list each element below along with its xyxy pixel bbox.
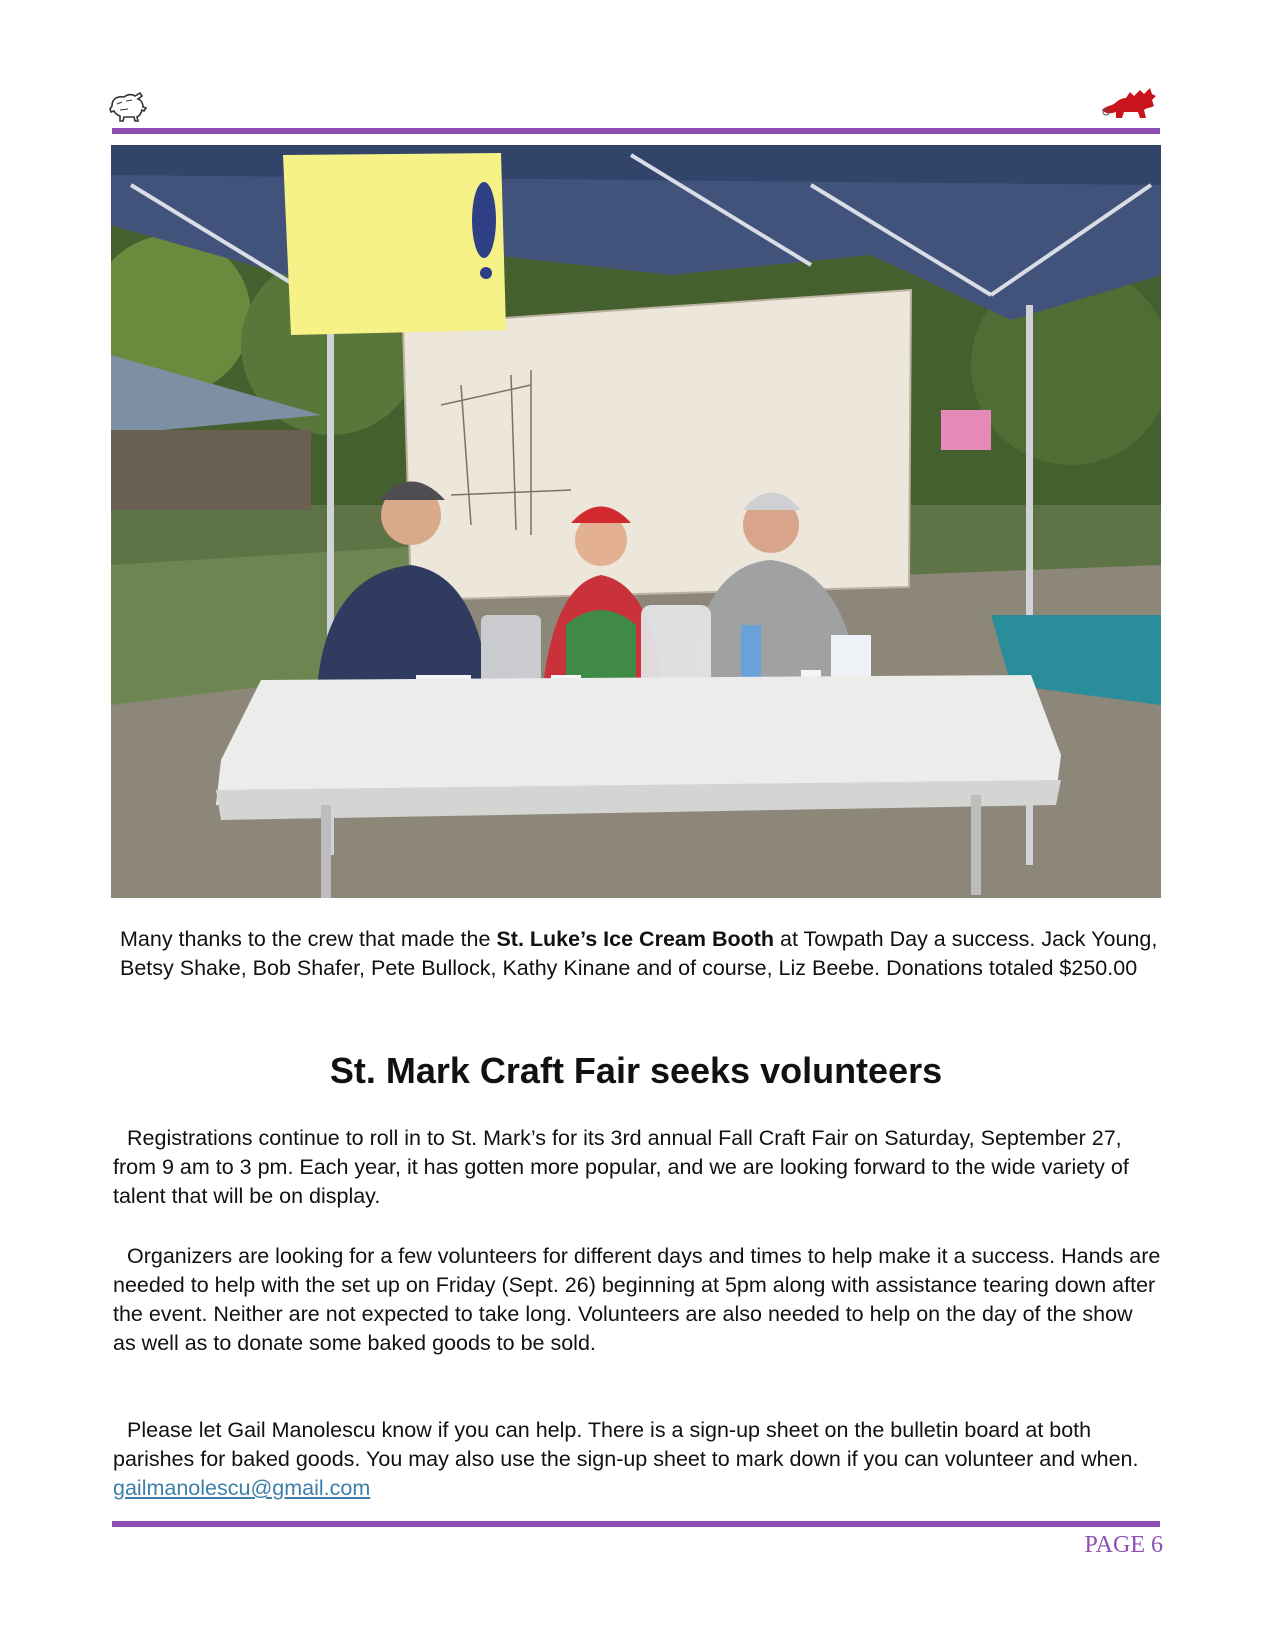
caption-lead: Many thanks to the crew that made the	[120, 927, 497, 951]
article-title: St. Mark Craft Fair seeks volunteers	[329, 1050, 943, 1091]
ice-cream-booth-photo	[111, 145, 1161, 898]
article-paragraph-3-text: Please let Gail Manolescu know if you can help. There is a sign-up sheet on the bulletin board at both parishes for baked goods. You may also use the sign-up sheet to mark down if you can volunteer and when.	[113, 1418, 1139, 1471]
caption-bold: St. Luke’s Ice Cream Booth	[496, 927, 775, 951]
red-lion-icon	[1100, 84, 1158, 122]
article-paragraph-3	[113, 1416, 1161, 1503]
article-paragraph-1: Registrations continue to roll in to St. Mark’s for its 3rd annual Fall Craft Fair on Saturday, September 27, from 9 am to 3 pm. Each year, it has gotten more popular, and we are looking forward to the wide variety of talent that will be on display.	[113, 1126, 1129, 1208]
top-rule	[112, 128, 1160, 134]
ox-icon	[108, 88, 150, 122]
article-paragraph-2: Organizers are looking for a few volunteers for different days and times to help make it a success. Hands are needed to help with the set up on Friday (Sept. 26) beginning at 5pm along with assistance tearing down after the event. Neither are not expected to take long. Volunteers are also needed to help on the day of the show as well as to donate some baked goods to be sold.	[113, 1244, 1161, 1355]
photo-caption	[120, 925, 1160, 983]
page-number: PAGE 6	[1084, 1532, 1163, 1558]
bottom-rule	[112, 1521, 1160, 1527]
caption-rest: at Towpath Day a success. Jack Young, Betsy Shake, Bob Shafer, Pete Bullock, Kathy Kinane and of course, Liz Beebe. Donations totaled $250.00	[120, 927, 1158, 980]
email-link[interactable]: gailmanolescu@gmail.com	[113, 1476, 371, 1500]
